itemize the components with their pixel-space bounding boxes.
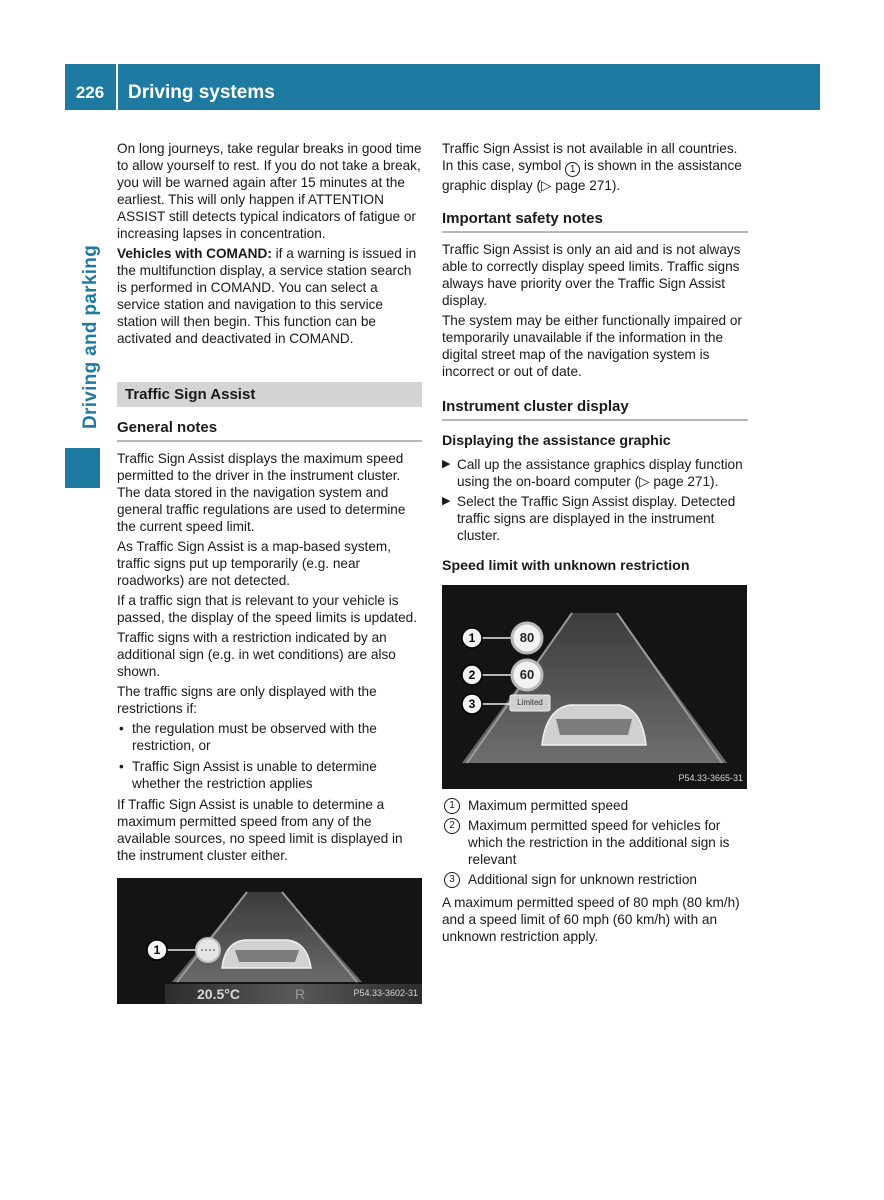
legend-item — [442, 797, 748, 814]
bold-lead: Vehicles with COMAND: — [117, 246, 272, 261]
unknown-sign-icon — [196, 938, 220, 962]
speed-limit-graphic — [442, 585, 747, 789]
paragraph — [117, 245, 422, 347]
paragraph: Traffic Sign Assist is only an aid and is not always able to correctly display speed limits. Traffic signs always have priority over the Traffic Sign Assist display. — [442, 242, 741, 308]
step-arrow-icon: ▶ — [442, 495, 451, 507]
temperature-readout: 20.5°C — [197, 986, 240, 1002]
legend-item — [442, 817, 748, 868]
subsection-title: Instrument cluster display — [442, 398, 748, 421]
legend-text: Maximum permitted speed — [468, 798, 629, 813]
figure-code: P54.33-3665-31 — [678, 773, 743, 783]
bullet-item: • Traffic Sign Assist is unable to determine whether the restriction applies — [119, 759, 377, 791]
step-item: ▶ Select the Traffic Sign Assist display. Detected traffic signs are displayed in the instrument cluster. — [442, 494, 736, 543]
step-list — [442, 456, 748, 544]
paragraph: The traffic signs are only displayed with the restrictions if: — [117, 684, 377, 716]
speed-sign-80: 80 — [519, 630, 535, 645]
section-title: Traffic Sign Assist — [117, 382, 422, 407]
paragraph: As Traffic Sign Assist is a map-based system, traffic signs put up temporarily (e.g. near roadworks) are not detected. — [117, 539, 391, 588]
paragraph: Traffic Sign Assist is not available in all countries. In this case, symbol 1 is shown in the assistance graphic display (▷ page 271). — [442, 141, 742, 193]
gear-indicator: R — [295, 986, 306, 1002]
paragraph-text: if a warning is issued in the multifunction display, a service station search is performed in COMAND. You can select a service station and navigation to this service station will then begin. This function can be activated and deactivated in COMAND. — [117, 246, 417, 346]
page-header — [65, 64, 820, 110]
symbol-callout-icon: 1 — [565, 162, 580, 177]
legend-number: 1 — [444, 798, 460, 814]
speed-sign-60: 60 — [519, 667, 535, 682]
legend-item — [442, 871, 748, 888]
legend-number: 2 — [444, 818, 460, 834]
subsection-title: Important safety notes — [442, 210, 748, 233]
paragraph: If a traffic sign that is relevant to your vehicle is passed, the display of the speed limits is updated. — [117, 593, 417, 625]
paragraph: A maximum permitted speed of 80 mph (80 km/h) and a speed limit of 60 mph (60 km/h) with an unknown restriction apply. — [442, 895, 740, 944]
chapter-title: Driving systems — [128, 82, 275, 103]
legend-number: 3 — [444, 872, 460, 888]
paragraph: Traffic signs with a restriction indicated by an additional sign (e.g. in wet conditions) are also shown. — [117, 630, 396, 679]
legend-text: Additional sign for unknown restriction — [468, 872, 697, 887]
paragraph: If Traffic Sign Assist is unable to determine a maximum permitted speed from any of the available sources, no speed limit is displayed in the instrument cluster either. — [117, 797, 403, 863]
page-number: 226 — [75, 83, 105, 102]
callout-3-label: 3 — [468, 697, 476, 711]
callout-1-label: 1 — [468, 631, 476, 645]
speed-limit-figure — [442, 585, 747, 789]
step-item: ▶ Call up the assistance graphics display function using the on-board computer (▷ page 271). — [442, 457, 743, 489]
additional-sign-text: Limited — [517, 698, 543, 707]
side-tab-marker — [65, 448, 100, 488]
paragraph: On long journeys, take regular breaks in good time to allow yourself to rest. If you do not take a break, you will be warned again after 15 minutes at the earliest. This will only happen if ATTENTION ASSIST still detects typical indicators of fatigue or increasing lapses in concentration. — [117, 141, 422, 241]
minor-heading: Speed limit with unknown restriction — [442, 558, 690, 574]
right-column — [442, 140, 748, 948]
subsection-title: General notes — [117, 419, 422, 442]
step-arrow-icon: ▶ — [442, 458, 451, 470]
legend-text: Maximum permitted speed for vehicles for which the restriction in the additional sign is relevant — [468, 818, 730, 867]
callout-2-label: 2 — [468, 668, 476, 682]
header-divider — [116, 64, 118, 110]
paragraph: The system may be either functionally impaired or temporarily unavailable if the information in the digital street map of the navigation system is incorrect or out of date. — [442, 313, 742, 379]
callout-1-label: 1 — [153, 943, 161, 957]
bullet-item: • the regulation must be observed with the restriction, or — [119, 721, 377, 753]
figure-legend — [442, 797, 748, 888]
side-tab-label: Driving and parking — [80, 244, 101, 430]
minor-heading: Displaying the assistance graphic — [442, 433, 671, 449]
figure-code: P54.33-3602-31 — [353, 988, 418, 998]
bullet-list — [117, 720, 422, 792]
paragraph: Traffic Sign Assist displays the maximum speed permitted to the driver in the instrument cluster. The data stored in the navigation system and general traffic regulations are used to determine the current speed limit. — [117, 451, 406, 534]
left-column — [117, 140, 422, 1004]
instrument-cluster-figure — [117, 878, 422, 1004]
